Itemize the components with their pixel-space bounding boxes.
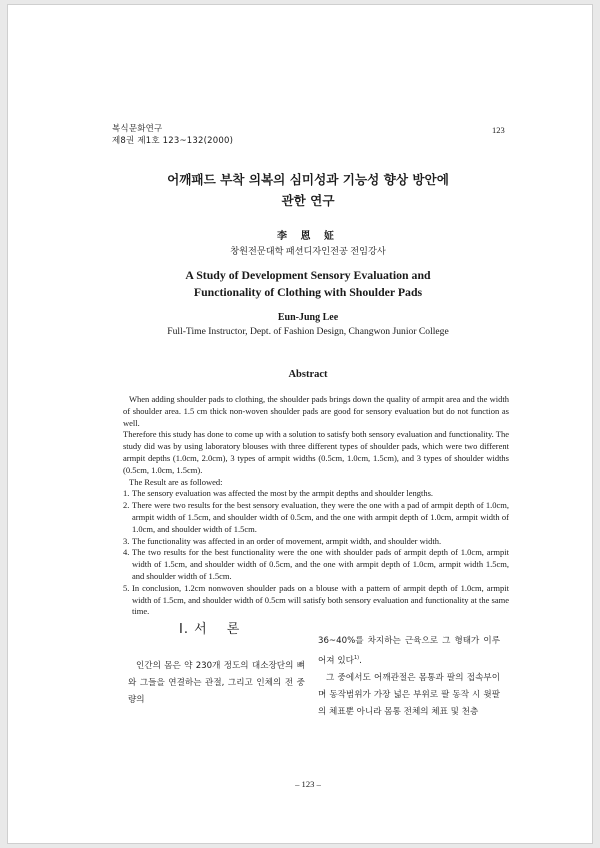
english-title-line2: Functionality of Clothing with Shoulder Pads: [193, 285, 423, 299]
body-paragraph: [318, 633, 500, 670]
result-item: [123, 500, 509, 535]
english-title-line1: A Study of Development Sensory Evaluation and: [185, 268, 431, 282]
result-item: [123, 547, 509, 582]
result-item: [123, 536, 509, 548]
body-column-left: [128, 658, 305, 709]
page-number-footer: – 123 –: [295, 779, 321, 789]
journal-name: 복식문화연구: [112, 124, 163, 134]
result-item: [123, 488, 509, 500]
result-number: 3.: [123, 535, 130, 546]
result-text: The functionality was affected in an order of movement, armpit width, and shoulder width.: [132, 535, 442, 546]
body-paragraph: 인간의 몸은 약 230개 정도의 대소장단의 뼈와 그들을 연결하는 관절, 그리고 인체의 전 중량의: [128, 661, 305, 705]
abstract-paragraph: The Result are as followed:: [129, 476, 223, 487]
body-column-right: [318, 633, 500, 721]
paper-page: [7, 4, 593, 844]
korean-author: 李 恩 姃: [277, 231, 339, 242]
reference-marker: 1): [353, 655, 360, 661]
abstract-paragraph: When adding shoulder pads to clothing, the shoulder pads brings down the quality of armpit area and the width of shoulder area. 1.5 cm thick non-woven shoulder pads are good for sensory evaluation but do not function as well.: [123, 394, 509, 428]
result-number: 4.: [123, 547, 130, 558]
journal-header: [112, 123, 233, 147]
result-number: 5.: [123, 582, 130, 593]
section-heading: [179, 618, 247, 637]
result-text: The two results for the best functionality were the one with shoulder pads of armpit depth of 1.0cm, armpit width of 1.5cm, and shoulder width of 0.5cm, and the one with armpit depth of 1.0cm, armpit width 1.5cm, and shoulder width of 1.5cm.: [132, 547, 509, 581]
results-list: [123, 488, 509, 618]
volume-info: 제8권 제1호 123~132(2000): [112, 136, 234, 146]
result-number: 1.: [123, 488, 130, 499]
korean-title: [8, 169, 600, 211]
page-number-top: 123: [492, 125, 505, 135]
abstract-body: [123, 394, 509, 618]
abstract-paragraph: Therefore this study has done to come up with a solution to satisfy both sensory evaluation and functionality. The study did was by using laboratory blouses with three different types of shoulder pads, which were two different armpit depths (1.0cm, 2.0cm), 3 types of armpit widths (0.5cm, 1.0cm, 1.5cm), and 3 types of shoulder widths (0.5cm, 1.0cm, 1.5cm).: [123, 429, 509, 475]
section-title: 서 론: [194, 622, 248, 637]
body-text: 36~40%를 차지하는 근육으로 그 형태가 이루어져 있다: [318, 636, 500, 666]
section-number: Ⅰ.: [179, 622, 189, 637]
korean-title-line2: 관한 연구: [281, 193, 335, 208]
body-text-end: .: [359, 655, 362, 666]
korean-affiliation: 창원전문대학 패션디자인전공 전임강사: [230, 246, 386, 256]
english-title: [8, 267, 600, 301]
result-text: There were two results for the best sensory evaluation, they were the one with a pad of armpit depth of 1.0cm, armpit width of 1.5cm, and shoulder width of 0.5cm, and the one with armpit depth of 1.0cm, armpit width of 1.0cm, and shoulder width of 1.5cm.: [132, 500, 509, 534]
abstract-heading: Abstract: [288, 369, 328, 380]
english-author: Eun-Jung Lee: [277, 312, 339, 323]
result-text: In conclusion, 1.2cm nonwoven shoulder pads on a blouse with a pattern of armpit depth of 1.0cm, armpit width of 1.5cm, and shoulder width of 0.5cm will satisfy both sensory evaluation and functionality at the same time.: [132, 582, 509, 617]
result-number: 2.: [123, 500, 130, 511]
result-item: [123, 583, 509, 618]
result-text: The sensory evaluation was affected the most by the armpit depths and shoulder lengths.: [132, 488, 434, 499]
english-affiliation: Full-Time Instructor, Dept. of Fashion Design, Changwon Junior College: [167, 326, 449, 337]
korean-title-line1: 어깨패드 부착 의복의 심미성과 기능성 향상 방안에: [167, 172, 449, 187]
body-paragraph: 그 중에서도 어깨관절은 몸통과 팔의 접속부이며 동작범위가 가장 넓은 부위로 팔 동작 시 윗팔의 체표뿐 아니라 몸통 전체의 체표 및 천층: [318, 672, 500, 717]
